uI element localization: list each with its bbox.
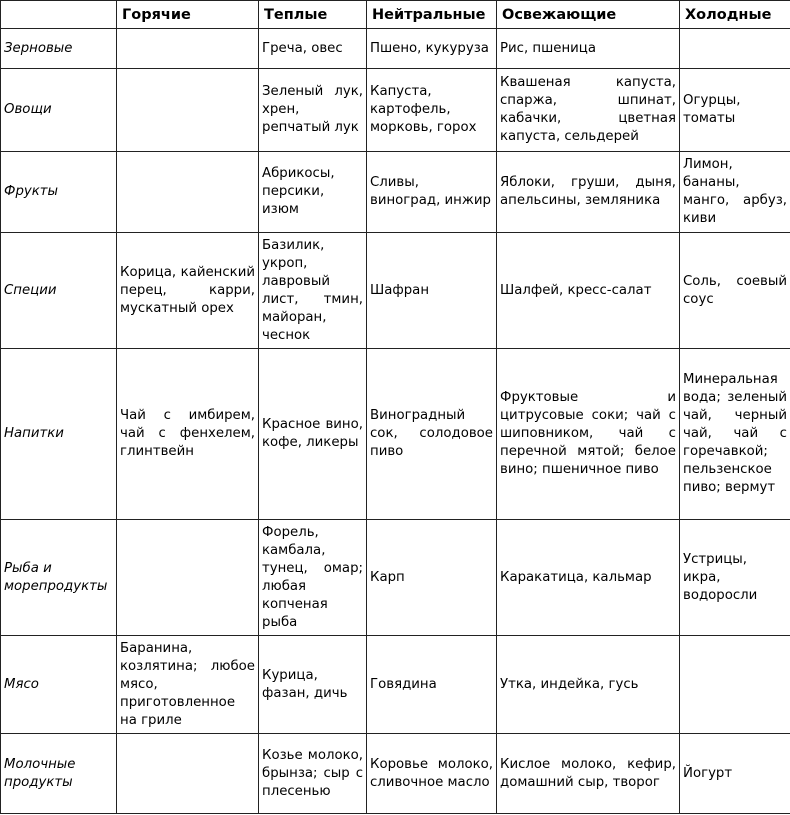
table-row xyxy=(1,636,790,734)
cold-cell: Соль, соевый соус xyxy=(680,233,790,349)
neutral-cell: Пшено, кукуруза xyxy=(367,29,497,69)
hot-cell xyxy=(117,520,259,636)
category-cell: Фрукты xyxy=(1,152,117,233)
warm-cell: Курица, фазан, дичь xyxy=(259,636,367,734)
header-neutral: Нейтральные xyxy=(367,1,497,29)
cold-cell: Лимон, бананы, манго, арбуз, киви xyxy=(680,152,790,233)
hot-cell xyxy=(117,152,259,233)
refreshing-cell: Шалфей, кресс-салат xyxy=(497,233,680,349)
category-cell: Напитки xyxy=(1,349,117,520)
cold-cell: Огурцы, томаты xyxy=(680,69,790,152)
warm-cell: Форель, камбала, тунец, омар; любая копченая рыба xyxy=(259,520,367,636)
header-cold: Холодные xyxy=(680,1,790,29)
table-row xyxy=(1,349,790,520)
refreshing-cell: Утка, индейка, гусь xyxy=(497,636,680,734)
header-row xyxy=(1,1,790,29)
cold-cell: Йогурт xyxy=(680,734,790,814)
hot-cell xyxy=(117,29,259,69)
category-cell: Молочные продукты xyxy=(1,734,117,814)
table-row xyxy=(1,69,790,152)
refreshing-cell: Рис, пшеница xyxy=(497,29,680,69)
warm-cell: Козье молоко, брынза; сыр с плесенью xyxy=(259,734,367,814)
cold-cell: Минеральная вода; зеленый чай, черный чай, чай с горечавкой; пельзенское пиво; вермут xyxy=(680,349,790,520)
table-row xyxy=(1,29,790,69)
category-cell: Специи xyxy=(1,233,117,349)
warm-cell: Базилик, укроп, лавровый лист, тмин, майоран, чеснок xyxy=(259,233,367,349)
refreshing-cell: Каракатица, кальмар xyxy=(497,520,680,636)
refreshing-cell: Кислое молоко, кефир, домашний сыр, творог xyxy=(497,734,680,814)
hot-cell: Чай с имбирем, чай с фенхелем, глинтвейн xyxy=(117,349,259,520)
refreshing-cell: Квашеная капуста, спаржа, шпинат, кабачки, цветная капуста, сельдерей xyxy=(497,69,680,152)
neutral-cell: Капуста, картофель, морковь, горох xyxy=(367,69,497,152)
refreshing-cell: Фруктовые и цитрусовые соки; чай с шиповником, чай с перечной мятой; белое вино; пшеничное пиво xyxy=(497,349,680,520)
neutral-cell: Карп xyxy=(367,520,497,636)
hot-cell: Баранина, козлятина; любое мясо, приготовленное на гриле xyxy=(117,636,259,734)
hot-cell xyxy=(117,734,259,814)
table-row xyxy=(1,233,790,349)
neutral-cell: Говядина xyxy=(367,636,497,734)
cold-cell: Устрицы, икра, водоросли xyxy=(680,520,790,636)
table-row xyxy=(1,734,790,814)
refreshing-cell: Яблоки, груши, дыня, апельсины, земляника xyxy=(497,152,680,233)
category-cell: Рыба и морепродукты xyxy=(1,520,117,636)
category-cell: Зерновые xyxy=(1,29,117,69)
neutral-cell: Коровье молоко, сливочное масло xyxy=(367,734,497,814)
neutral-cell: Виноградный сок, солодовое пиво xyxy=(367,349,497,520)
table-row xyxy=(1,520,790,636)
table-row xyxy=(1,152,790,233)
hot-cell xyxy=(117,69,259,152)
cold-cell xyxy=(680,29,790,69)
category-cell: Овощи xyxy=(1,69,117,152)
hot-cell: Корица, кайенский перец, карри, мускатный орех xyxy=(117,233,259,349)
neutral-cell: Сливы, виноград, инжир xyxy=(367,152,497,233)
header-hot: Горячие xyxy=(117,1,259,29)
warm-cell: Абрикосы, персики, изюм xyxy=(259,152,367,233)
warm-cell: Красное вино, кофе, ликеры xyxy=(259,349,367,520)
header-refreshing: Освежающие xyxy=(497,1,680,29)
header-category xyxy=(1,1,117,29)
category-cell: Мясо xyxy=(1,636,117,734)
cold-cell xyxy=(680,636,790,734)
warm-cell: Зеленый лук, хрен, репчатый лук xyxy=(259,69,367,152)
header-warm: Теплые xyxy=(259,1,367,29)
neutral-cell: Шафран xyxy=(367,233,497,349)
warm-cell: Греча, овес xyxy=(259,29,367,69)
